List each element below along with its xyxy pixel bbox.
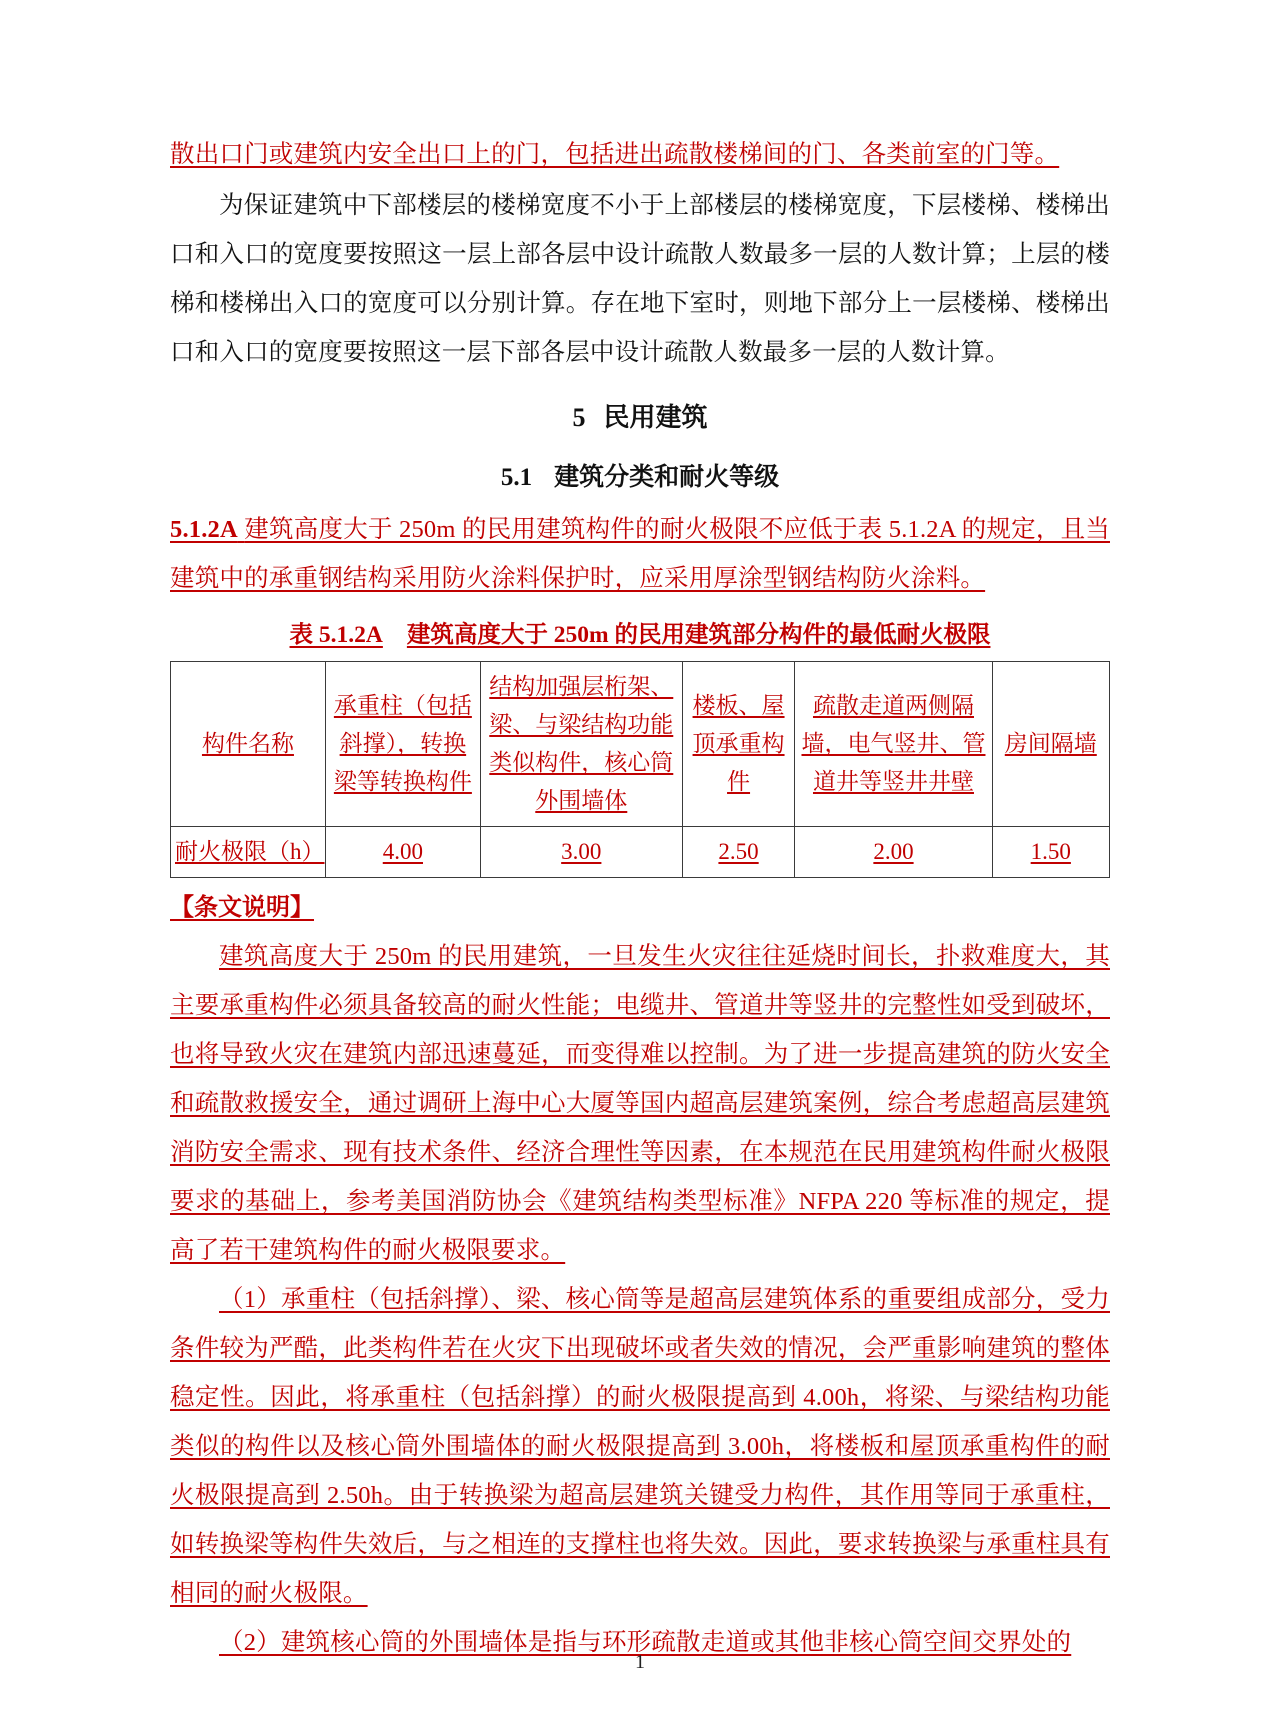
table-value-cell: 2.00	[795, 827, 992, 878]
table-header-cell: 结构加强层桁架、梁、与梁结构功能类似构件，核心筒外围墙体	[480, 662, 682, 827]
page-number: 1	[635, 1651, 645, 1673]
table-header-cell: 楼板、屋顶承重构件	[682, 662, 795, 827]
heading-chapter-number: 5	[572, 403, 586, 432]
clause-paragraph	[170, 505, 1110, 603]
table-caption	[170, 613, 1110, 657]
note-paragraph-3: （2）建筑核心筒的外围墙体是指与环形疏散走道或其他非核心筒空间交界处的	[219, 1629, 1072, 1656]
table-caption-number: 表 5.1.2A	[289, 622, 383, 648]
note-title: 【条文说明】	[170, 895, 314, 921]
table-row-label: 耐火极限（h）	[171, 827, 326, 878]
heading-section-number: 5.1	[500, 464, 533, 491]
table-value-cell: 3.00	[480, 827, 682, 878]
heading-chapter-title: 民用建筑	[603, 403, 708, 432]
table-value-cell: 2.50	[682, 827, 795, 878]
table-caption-title: 建筑高度大于 250m 的民用建筑部分构件的最低耐火极限	[406, 622, 991, 648]
note-paragraph-2: （1）承重柱（包括斜撑）、梁、核心筒等是超高层建筑体系的重要组成部分，受力条件较为严酷，此类构件若在火灾下出现破坏或者失效的情况，会严重影响建筑的整体稳定性。因此，将承重柱（包括斜撑）的耐火极限提高到 4.00h，将梁、与梁结构功能类似的构件以及核心筒外围墙体的耐火极限提高到 3.00h，将楼板和屋顶承重构件的耐火极限提高到 2.50h。由于转换梁为超高层建筑关键受力构件，其作用等同于承重柱，如转换梁等构件失效后，与之相连的支撑柱也将失效。因此，要求转换梁与承重柱具有相同的耐火极限。	[170, 1286, 1110, 1607]
table-header-cell: 房间隔墙	[992, 662, 1109, 827]
table-row	[171, 827, 1110, 878]
table-header-cell: 疏散走道两侧隔墙，电气竖井、管道井等竖井井壁	[795, 662, 992, 827]
table-value-cell: 1.50	[992, 827, 1109, 878]
clause-text: 建筑高度大于 250m 的民用建筑构件的耐火极限不应低于表 5.1.2A 的规定，且当建筑中的承重钢结构采用防火涂料保护时，应采用厚涂型钢结构防火涂料。	[170, 516, 1110, 592]
body-paragraph-stairs: 为保证建筑中下部楼层的楼梯宽度不小于上部楼层的楼梯宽度，下层楼梯、楼梯出口和入口的宽度要按照这一层上部各层中设计疏散人数最多一层的人数计算；上层的楼梯和楼梯出入口的宽度可以分别计算。存在地下室时，则地下部分上一层楼梯、楼梯出口和入口的宽度要按照这一层下部各层中设计疏散人数最多一层的人数计算。	[170, 192, 1110, 366]
heading-chapter-5	[170, 391, 1110, 445]
note-paragraph-1: 建筑高度大于 250m 的民用建筑，一旦发生火灾往往延烧时间长，扑救难度大，其主要承重构件必须具备较高的耐火性能；电缆井、管道井等竖井的完整性如受到破坏，也将导致火灾在建筑内部迅速蔓延，而变得难以控制。为了进一步提高建筑的防火安全和疏散救援安全，通过调研上海中心大厦等国内超高层建筑案例，综合考虑超高层建筑消防安全需求、现有技术条件、经济合理性等因素，在本规范在民用建筑构件耐火极限要求的基础上，参考美国消防协会《建筑结构类型标准》NFPA 220 等标准的规定，提高了若干建筑构件的耐火极限要求。	[170, 943, 1110, 1264]
heading-section-title: 建筑分类和耐火等级	[554, 464, 780, 491]
fire-resistance-table	[170, 661, 1110, 878]
table-header-row	[171, 662, 1110, 827]
clause-number: 5.1.2A	[170, 516, 238, 543]
table-header-cell: 承重柱（包括斜撑），转换梁等转换构件	[325, 662, 480, 827]
heading-section-5-1	[170, 451, 1110, 505]
note-title-wrapper	[170, 878, 1110, 932]
table-value-cell: 4.00	[325, 827, 480, 878]
top-fragment-paragraph: 散出口门或建筑内安全出口上的门，包括进出疏散楼梯间的门、各类前室的门等。	[170, 141, 1060, 168]
table-header-cell: 构件名称	[171, 662, 326, 827]
